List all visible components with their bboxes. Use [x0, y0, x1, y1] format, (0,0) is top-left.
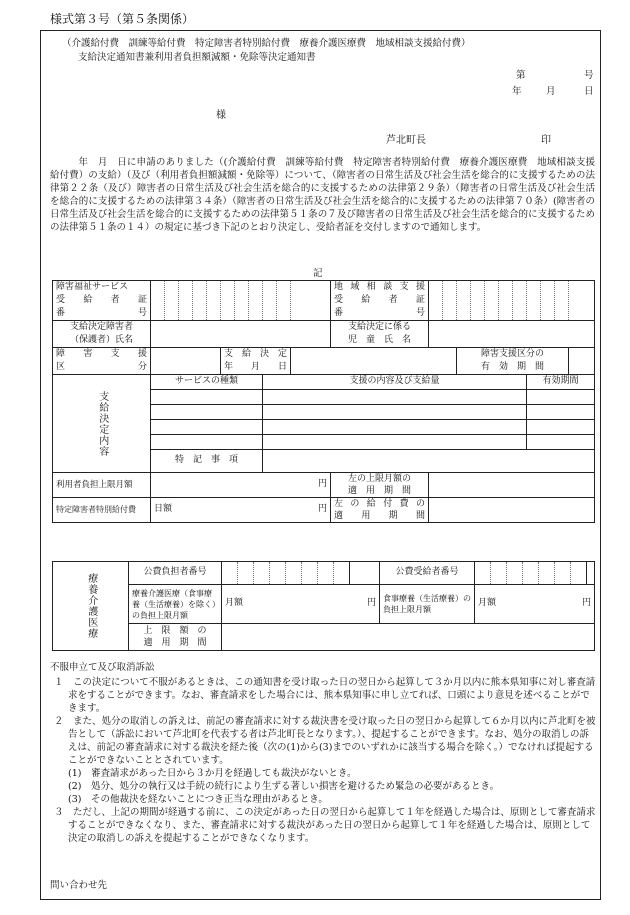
seal-mark: 印	[541, 135, 551, 146]
digit-cell	[221, 281, 235, 321]
appeal-item-3: (3) その他裁決を経ないことにつき正当な理由があるとき。	[68, 794, 328, 805]
digit-cell	[179, 281, 193, 321]
col-period: 有効期間	[527, 375, 595, 390]
digit-spacer	[569, 281, 595, 321]
col-amount: 支援の内容及び支給量	[263, 375, 527, 390]
empty-cell	[523, 562, 539, 585]
label-line: 有 効 期 間	[480, 362, 544, 372]
appeal-item-1: (1) 審査請求があった日から３か月を経過しても裁決がないとき。	[68, 768, 357, 779]
empty-cell	[151, 390, 263, 405]
recipient-no-label: 公費受給者番号	[380, 562, 475, 585]
digit-cell	[429, 281, 443, 321]
payer-no-label: 公費負担者番号	[129, 562, 222, 585]
daily-amount-label: 日額	[154, 504, 173, 515]
table-row	[53, 562, 595, 585]
contact-label: 問い合わせ先	[50, 880, 108, 891]
issuer-name: 芦北町長	[386, 135, 426, 146]
special-benefit-value	[151, 498, 331, 523]
empty-cell	[151, 405, 263, 420]
label-line: 支給決定障害者	[69, 322, 133, 332]
empty-cell	[302, 562, 318, 585]
digit-cell	[165, 281, 179, 321]
empty-cell	[527, 405, 595, 420]
empty-cell	[318, 562, 334, 585]
table-row	[53, 585, 595, 624]
label-line: 適 用 期 間	[143, 638, 207, 648]
empty-cell	[507, 562, 523, 585]
label-line: （保護者）氏名	[69, 335, 133, 345]
label-line: 番 号	[56, 308, 147, 318]
empty-cell	[263, 390, 527, 405]
digit-cell	[151, 281, 165, 321]
payer-no-spacer	[350, 562, 380, 585]
child-label	[331, 321, 429, 348]
form-label: 様式第３号（第５条関係）	[50, 12, 195, 26]
appeal-section	[50, 676, 598, 845]
recipient-no-spacer	[587, 562, 595, 585]
limit-amount-yen: 円	[151, 473, 331, 498]
empty-cell	[539, 562, 555, 585]
digit-cell	[207, 281, 221, 321]
benefit-period-label	[331, 498, 429, 523]
empty-cell	[527, 390, 595, 405]
empty-cell	[222, 562, 238, 585]
digit-cell	[263, 281, 277, 321]
appeal-title: 不服申立て及び取消訴訟	[50, 662, 155, 673]
label-line: 障 害 支 援	[56, 349, 147, 359]
special-notes-label: 特 記 事 項	[151, 450, 263, 473]
empty-cell	[571, 562, 587, 585]
label-line: 左の上限月額の	[347, 474, 411, 484]
label-line: 受 給 者 証	[334, 295, 425, 305]
empty-cell	[263, 435, 527, 450]
appeal-item-2: (2) 処分、処分の執行又は手続の続行により生ずる著しい損害を避けるため緊急の必要があるとき。	[68, 781, 500, 792]
decided-person-label	[53, 321, 151, 348]
special-benefit-label: 特定障害者特別給付費	[53, 498, 151, 523]
decided-person-value	[151, 321, 331, 348]
decision-content-label	[53, 375, 151, 473]
label-vertical: 療養介護医療	[85, 573, 97, 639]
label-line: 番 号	[334, 308, 425, 318]
limit-period-label	[129, 624, 222, 651]
decision-table	[52, 280, 595, 523]
class-period-label	[457, 348, 569, 375]
benefit-period-value	[429, 498, 595, 523]
digit-cell	[499, 281, 513, 321]
monthly-label: 月額	[225, 598, 244, 609]
empty-cell	[286, 562, 302, 585]
limit-period-label	[331, 473, 429, 498]
med-limit-value	[222, 585, 380, 624]
med-limit-label: 療養介護医療（食事療養（生活療養）を除く）の負担上限月額	[129, 585, 222, 624]
digit-cell	[193, 281, 207, 321]
label-line: 区 分	[56, 362, 147, 372]
empty-cell	[263, 405, 527, 420]
ki-heading: 記	[313, 268, 323, 279]
title-benefit-types: （介護給付費 訓練等給付費 特定障害者特別給付費 療養介護医療費 地域相談支援給付費）	[62, 38, 471, 49]
table-row	[53, 498, 595, 523]
daily-amount-yen: 円	[317, 504, 327, 515]
empty-cell	[527, 420, 595, 435]
empty-cell	[555, 562, 571, 585]
digit-spacer	[291, 281, 331, 321]
label-line: 年 月 日	[224, 362, 287, 372]
consult-cert-label	[331, 281, 429, 321]
number-label: 第	[516, 70, 526, 81]
empty-cell	[238, 562, 254, 585]
digit-cell	[513, 281, 527, 321]
col-service: サービスの種類	[151, 375, 263, 390]
meal-limit-label: 食事療養（生活療養）の負担上限月額	[380, 585, 475, 624]
empty-cell	[491, 562, 507, 585]
label-line: 上 限 額 の	[143, 626, 207, 636]
empty-cell	[151, 420, 263, 435]
label-line: 適 用 期 間	[347, 486, 411, 496]
empty-cell	[151, 435, 263, 450]
support-class-label	[53, 348, 151, 375]
empty-cell	[254, 562, 270, 585]
digit-cell	[235, 281, 249, 321]
limit-amount-label: 利用者負担上限月額	[53, 473, 151, 498]
medical-table	[52, 561, 595, 651]
empty-cell	[334, 562, 350, 585]
meal-limit-value	[475, 585, 595, 624]
label-line: 障害支援区分の	[480, 349, 544, 359]
label-line: 適 用 期 間	[334, 511, 425, 521]
empty-cell	[263, 420, 527, 435]
date-day: 日	[584, 86, 594, 97]
decision-date-label	[221, 348, 291, 375]
appeal-para-1: １ この決定について不服があるときは、この通知書を受け取った日の翌日から起算して３か月以内に熊本県知事に対し審査請求をすることができます。なお、審査請求をした場合には、熊本県知事に申し立てれば、口頭により意見を述べることができます。	[54, 677, 596, 714]
decision-date-value	[291, 348, 457, 375]
addressee-suffix: 様	[216, 110, 226, 121]
table-row	[53, 375, 595, 390]
empty-cell	[475, 562, 491, 585]
special-notes-value	[263, 450, 595, 473]
table-row	[53, 624, 595, 651]
digit-cell	[527, 281, 541, 321]
monthly-label: 月額	[478, 598, 497, 609]
digit-cell	[485, 281, 499, 321]
digit-cell	[555, 281, 569, 321]
monthly-yen: 円	[581, 598, 591, 609]
digit-cell	[277, 281, 291, 321]
document-title: 支給決定通知書兼利用者負担額減額・免除等決定通知書	[78, 52, 316, 63]
empty-cell	[527, 435, 595, 450]
digit-cell	[457, 281, 471, 321]
appeal-para-2: ２ また、処分の取消しの訴えは、前記の審査請求に対する裁決書を受け取った日の翌日から起算して６か月以内に芦北町を被告として（訴訟において芦北町を代表する者は芦北町長となります。）、提起することができます。なお、処分の取消しの訴えは、前記の審査請求に対する裁決を経た後（次の(1)から(3)までのいずれかに該当する場合を除く。）でなければ提起することができないこととされています。	[54, 716, 596, 766]
child-value	[429, 321, 595, 348]
label-line: 支 給 決 定	[224, 349, 287, 359]
number-suffix: 号	[584, 70, 594, 81]
empty-cell	[270, 562, 286, 585]
support-class-value	[151, 348, 221, 375]
label-line: 左 の 給 付 費 の	[334, 499, 425, 509]
label-line: 支給決定に係る	[347, 322, 411, 332]
digit-cell	[471, 281, 485, 321]
table-row	[53, 473, 595, 498]
limit-period-value	[222, 624, 595, 651]
label-line: 障害福祉サービス	[56, 282, 129, 292]
appeal-para-3: ３ ただし、上記の期間が経過する前に、この決定があった日の翌日から起算して１年を経過した場合は、原則として審査請求することができなくなり、また、審査請求に対する裁決があった日の翌日から起算して１年を経過した場合は、原則として決定の取消しの訴えを提起することができなくなります。	[54, 807, 596, 844]
date-year: 年	[512, 86, 522, 97]
limit-period-value	[429, 473, 595, 498]
digit-cell	[249, 281, 263, 321]
date-month: 月	[546, 86, 556, 97]
label-line: 受 給 者 証	[56, 295, 147, 305]
digit-cell	[541, 281, 555, 321]
digit-cell	[443, 281, 457, 321]
monthly-yen: 円	[366, 598, 376, 609]
label-line: 地 域 相 談 支 援	[334, 282, 425, 292]
notice-body: 年 月 日に申請のありました（(介護給付費 訓練等給付費 特定障害者特別給付費 療養介護医療費 地域相談支援給付費）の支給）（及び（利用者負担額減額・免除等）について、（障害者の日常生活及び社会生活を総合的に支援するための法律第２２条（及び）障害者の日常生活及び社会生活を総合的に支援するための法律第２９条）（障害者の日常生活及び社会生活を総合的に支援するための法律第３４条）（障害者の日常生活及び社会生活を総合的に支援するための法律第７０条）(障害者の日常生活及び社会生活を総合的に支援するための法律第５１条の７及び障害者の日常生活及び社会生活を総合的に支援するための法律第５１条の１４）の規定に基づき下記のとおり決定し、受給者証を交付しますので通知します。	[50, 157, 595, 233]
label-line: 児 童 氏 名	[347, 335, 411, 345]
class-period-value	[569, 348, 595, 375]
medical-vertical-label	[53, 562, 129, 651]
label-vertical: 支給決定内容	[96, 390, 108, 457]
welfare-cert-label	[53, 281, 151, 321]
